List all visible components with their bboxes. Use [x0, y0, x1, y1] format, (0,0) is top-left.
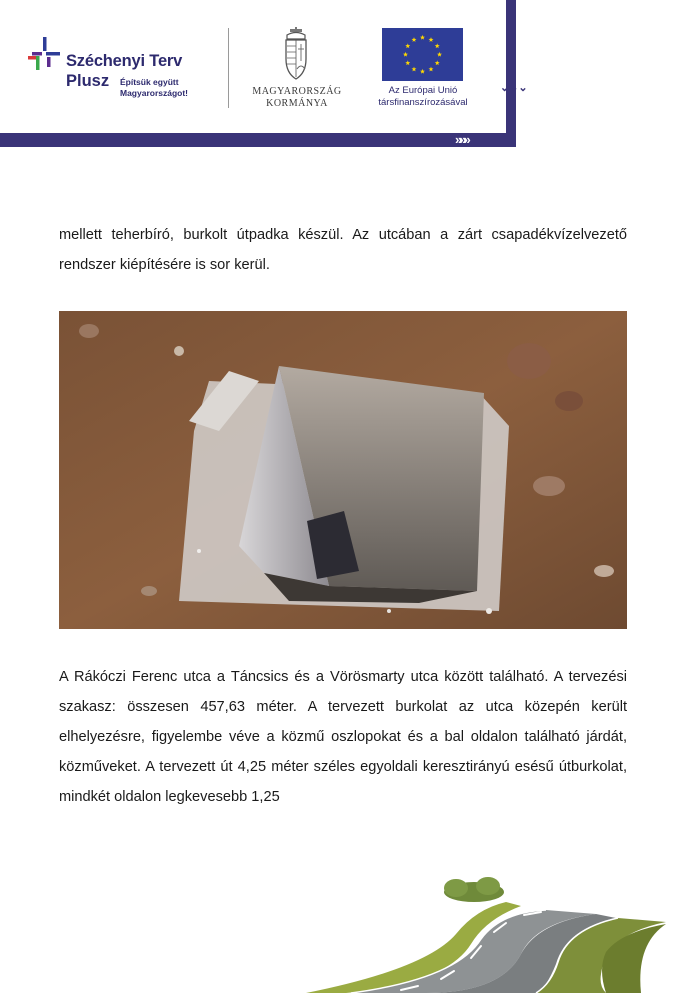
- szechenyi-slogan: [120, 77, 188, 99]
- coat-of-arms-icon: [281, 27, 311, 81]
- szechenyi-plusz: Plusz: [66, 72, 110, 90]
- header-bottom-bar: [0, 133, 516, 147]
- government-line-2: KORMÁNYA: [266, 98, 328, 109]
- header-right-bar: [506, 0, 516, 147]
- eu-flag-icon: [382, 28, 463, 81]
- logo-divider: [228, 28, 229, 108]
- road-illustration: [306, 874, 700, 993]
- eu-line-1: Az Európai Unió: [388, 85, 458, 96]
- construction-pit-photo: [59, 311, 627, 629]
- szechenyi-cross-icon: [26, 35, 66, 75]
- chevron-down-icon: ⌄⌄⌄: [500, 82, 528, 94]
- government-label: [244, 86, 350, 110]
- eu-label: [370, 85, 476, 109]
- paragraph-2: A Rákóczi Ferenc utca a Táncsics és a Vörösmarty utca között található. A tervezési szakasz: összesen 457,63 méter. A tervezett burkolat az utca közepén került elhelyezésre, figyelembe véve a közmű oszlopokat és a bal oldalon található járdát, közműveket. A tervezett út 4,25 méter széles egyoldali keresztirányú esésű útburkolat, mindkét oldalon legkevesebb 1,25: [59, 669, 627, 805]
- slogan-line-1: Építsük együtt: [120, 77, 179, 87]
- paragraph-1: mellett teherbíró, burkolt útpadka készül. Az utcában a zárt csapadékvízelvezető rendszer kiépítésére is sor kerül.: [59, 227, 627, 273]
- header: [0, 0, 528, 148]
- government-line-1: MAGYARORSZÁG: [252, 86, 342, 97]
- chevron-right-icon: »»»: [455, 132, 468, 147]
- szechenyi-title: Széchenyi Terv: [66, 52, 183, 70]
- eu-line-2: társfinanszírozásával: [378, 97, 468, 108]
- slogan-line-2: Magyarországot!: [120, 88, 189, 98]
